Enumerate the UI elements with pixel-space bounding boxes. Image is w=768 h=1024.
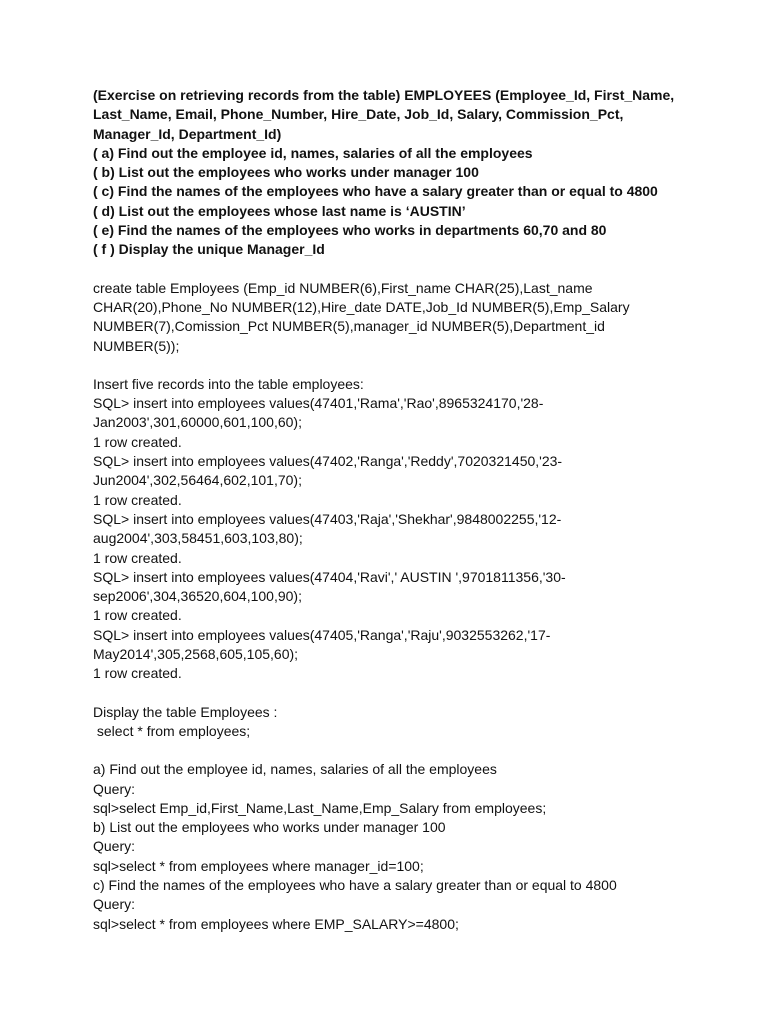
- exercise-task: ( c) Find the names of the employees who have a salary greater than or equal to 4800: [93, 183, 658, 200]
- insert-line: SQL> insert into employees values(47405,'Ranga','Raju',9032553262,'17-: [93, 626, 551, 643]
- insert-line: SQL> insert into employees values(47403,'Raja','Shekhar',9848002255,'12-: [93, 510, 562, 527]
- exercise-task: ( e) Find the names of the employees who works in departments 60,70 and 80: [93, 222, 607, 239]
- insert-line: SQL> insert into employees values(47401,'Rama','Rao',8965324170,'28-: [93, 395, 544, 412]
- exercise-task: ( f ) Display the unique Manager_Id: [93, 241, 325, 258]
- query-line: sql>select * from employees where manager_id=100;: [93, 857, 424, 874]
- insert-line: Insert five records into the table employees:: [93, 375, 364, 392]
- insert-line: 1 row created.: [93, 433, 182, 450]
- exercise-task: ( d) List out the employees whose last name is ‘AUSTIN’: [93, 202, 466, 219]
- insert-line: May2014',305,2568,605,105,60);: [93, 646, 299, 663]
- create-table-line: CHAR(20),Phone_No NUMBER(12),Hire_date DATE,Job_Id NUMBER(5),Emp_Salary: [93, 298, 630, 315]
- create-table-line: NUMBER(5));: [93, 337, 180, 354]
- exercise-title-line: (Exercise on retrieving records from the table) EMPLOYEES (Employee_Id, First_Name,: [93, 87, 675, 103]
- queries-section: [93, 760, 753, 934]
- insert-line: 1 row created.: [93, 549, 182, 566]
- insert-line: aug2004',303,58451,603,103,80);: [93, 530, 303, 547]
- insert-line: 1 row created.: [93, 607, 182, 624]
- insert-line: sep2006',304,36520,604,100,90);: [93, 588, 302, 605]
- query-line: sql>select * from employees where EMP_SALARY>=4800;: [93, 915, 459, 932]
- insert-line: Jun2004',302,56464,602,101,70);: [93, 472, 302, 489]
- create-table-line: NUMBER(7),Comission_Pct NUMBER(5),manager_id NUMBER(5),Department_id: [93, 318, 605, 335]
- query-line: Query:: [93, 838, 136, 855]
- insert-line: 1 row created.: [93, 665, 182, 682]
- exercise-task: ( b) List out the employees who works under manager 100: [93, 164, 479, 181]
- query-line: b) List out the employees who works under manager 100: [93, 819, 446, 836]
- display-table-section: [93, 703, 753, 742]
- query-line: c) Find the names of the employees who have a salary greater than or equal to 4800: [93, 876, 617, 893]
- query-line: sql>select Emp_id,First_Name,Last_Name,Emp_Salary from employees;: [93, 799, 547, 816]
- display-line: select * from employees;: [93, 722, 251, 739]
- query-line: Query:: [93, 780, 136, 797]
- exercise-title-line: Last_Name, Email, Phone_Number, Hire_Date, Job_Id, Salary, Commission_Pct,: [93, 106, 624, 123]
- insert-records-section: [93, 375, 753, 684]
- document-page: [93, 86, 753, 934]
- exercise-heading: [93, 86, 753, 144]
- exercise-title-line: Manager_Id, Department_Id): [93, 125, 282, 142]
- insert-line: SQL> insert into employees values(47402,'Ranga','Reddy',7020321450,'23-: [93, 453, 563, 470]
- query-line: a) Find out the employee id, names, salaries of all the employees: [93, 761, 497, 778]
- insert-line: SQL> insert into employees values(47404,'Ravi',' AUSTIN ',9701811356,'30-: [93, 568, 566, 585]
- insert-line: 1 row created.: [93, 491, 182, 508]
- display-line: Display the table Employees :: [93, 703, 278, 720]
- query-line: Query:: [93, 896, 136, 913]
- exercise-task-list: [93, 144, 753, 260]
- insert-line: Jan2003',301,60000,601,100,60);: [93, 414, 302, 431]
- create-table-line: create table Employees (Emp_id NUMBER(6),First_name CHAR(25),Last_name: [93, 279, 593, 296]
- create-table-statement: [93, 279, 753, 356]
- exercise-task: ( a) Find out the employee id, names, salaries of all the employees: [93, 144, 533, 161]
